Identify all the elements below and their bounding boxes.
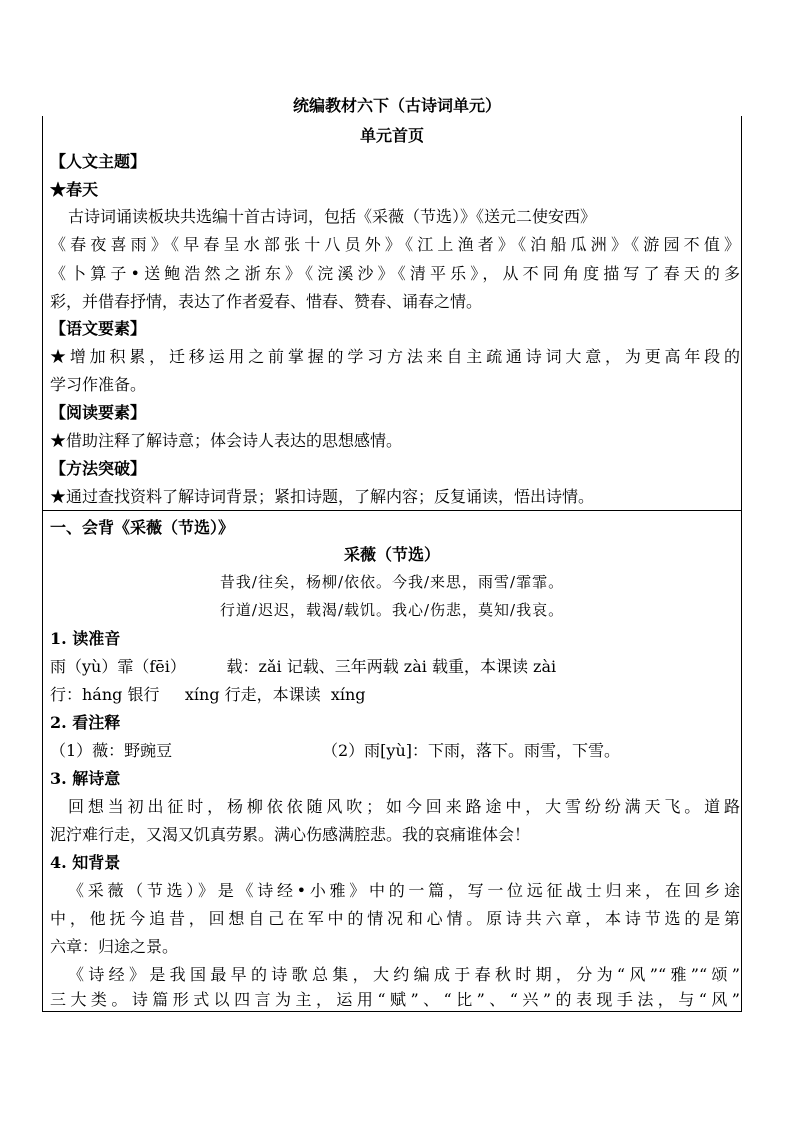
pronunciation-line: 雨（yù）霏（fēi） 载：zǎi 记载、三年两载 zài 载重，本课读 zài <box>50 657 557 676</box>
chinese-line: ★增加积累，迁移运用之前掌握的学习方法来自主疏通诗词大意，为更高年段的 <box>50 347 740 366</box>
meaning-heading: 3. 解诗意 <box>50 769 121 788</box>
unit-subtitle: 单元首页 <box>359 126 424 145</box>
lesson-heading: 一、会背《采薇（节选）》 <box>50 518 235 537</box>
meaning-line: 泥泞难行走，又渴又饥真劳累。满心伤感满腔悲。我的哀痛谁体会！ <box>50 825 531 844</box>
reading-heading: 【阅读要素】 <box>50 403 147 422</box>
note-item: （1）薇：野豌豆 <box>50 741 173 760</box>
theme-star: ★春天 <box>50 180 99 199</box>
background-heading: 4. 知背景 <box>50 853 121 872</box>
method-line: ★通过查找资料了解诗词背景；紧扣诗题，了解内容；反复诵读，悟出诗情。 <box>50 487 595 506</box>
poem-title: 采薇（节选） <box>343 545 440 564</box>
document-title: 统编教材六下（古诗词单元） <box>292 96 501 115</box>
theme-line: 《卜算子•送鲍浩然之浙东》《浣溪沙》《清平乐》，从不同角度描写了春天的多 <box>50 264 740 283</box>
chinese-line: 学习作准备。 <box>50 375 147 394</box>
theme-heading: 【人文主题】 <box>50 152 147 171</box>
pronunciation-line: 行：háng 银行 xíng 行走，本课读 xíng <box>50 685 366 704</box>
chinese-heading: 【语文要素】 <box>50 319 147 338</box>
meaning-line: 回想当初出征时，杨柳依依随风吹；如今回来路途中，大雪纷纷满天飞。道路 <box>68 797 740 816</box>
table-divider <box>42 510 742 511</box>
background-line: 三大类。诗篇形式以四言为主，运用“赋”、“比”、“兴”的表现手法，与“风” <box>50 990 740 1009</box>
theme-line: 彩，并借春抒情，表达了作者爱春、惜春、赞春、诵春之情。 <box>50 292 483 311</box>
theme-line: 《春夜喜雨》《早春呈水部张十八员外》《江上渔者》《泊船瓜洲》《游园不值》 <box>50 235 740 254</box>
method-heading: 【方法突破】 <box>50 459 147 478</box>
background-line: 六章：归途之景。 <box>50 937 179 956</box>
background-line: 《诗经》是我国最早的诗歌总集，大约编成于春秋时期，分为“风”“雅”“颂” <box>68 965 740 984</box>
reading-line: ★借助注释了解诗意；体会诗人表达的思想感情。 <box>50 431 403 450</box>
poem-line: 行道/迟迟，载渴/载饥。我心/伤悲，莫知/我哀。 <box>219 601 565 619</box>
background-line: 中，他抚今追昔，回想自己在军中的情况和心情。原诗共六章，本诗节选的是第 <box>50 909 740 928</box>
background-line: 《采薇（节选）》是《诗经•小雅》中的一篇，写一位远征战士归来，在回乡途 <box>68 881 740 900</box>
note-item: （2）雨[yù]：下雨，落下。雨雪，下雪。 <box>322 741 621 760</box>
pronunciation-heading: 1. 读准音 <box>50 629 121 648</box>
notes-heading: 2. 看注释 <box>50 713 121 732</box>
poem-line: 昔我/往矣，杨柳/依依。今我/来思，雨雪/霏霏。 <box>219 573 565 591</box>
theme-line: 古诗词诵读板块共选编十首古诗词，包括《采薇（节选）》《送元二使安西》 <box>68 207 597 226</box>
